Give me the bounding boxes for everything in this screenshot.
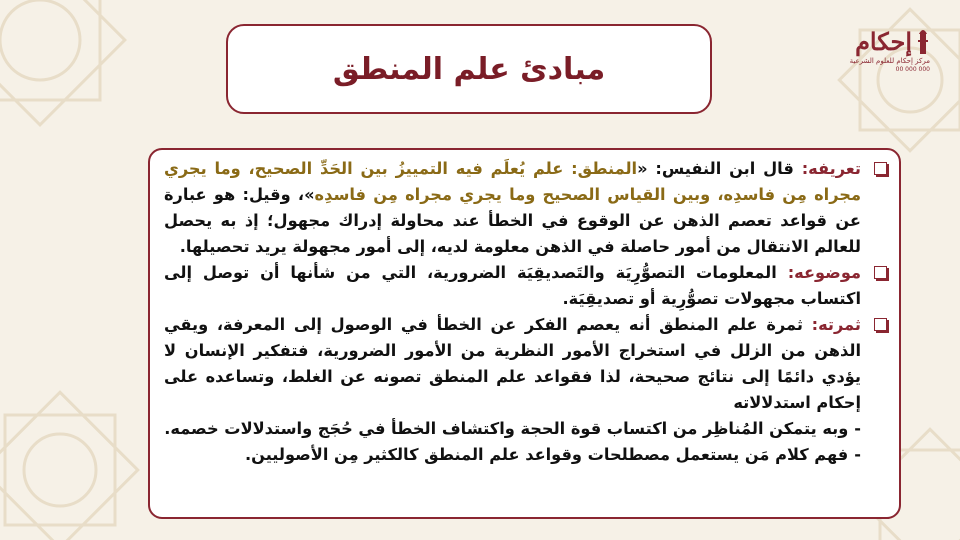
logo-phone: 00 000 000	[895, 66, 930, 73]
checkbox-bullet-icon	[874, 162, 887, 175]
section-text: »، وقيل: هو عبارة عن قواعد تعصم الذهن عن الوقوع في الخطأ عند محاولة إدراك مجهول؛ إذ به يحصل للعالم الانتقال من أمور حاصلة في الذهن معلومة لديه، إلى أمور مجهولة يريد تحصيلها.	[164, 185, 861, 256]
section-subject	[164, 260, 889, 312]
section-label: تعريفه:	[801, 159, 861, 178]
list-item	[164, 442, 889, 468]
section-definition	[164, 156, 889, 260]
section-intro: قال ابن النفيس: «	[637, 159, 802, 178]
section-benefit	[164, 312, 889, 416]
section-text: ثمرة علم المنطق أنه يعصم الفكر عن الخطأ في الوصول إلى المعرفة، ويقي الذهن من الزلل في استخراج الأمور النظرية من الأمور الضرورية، فتفكير الإنسان لا يؤدي دائمًا إلى نتائج صحيحة، لذا فقواعد علم المنطق تصونه عن الغلط، وتساعده على إحكام استدلالاته	[164, 315, 861, 412]
list-item	[164, 416, 889, 442]
mosque-icon	[916, 28, 930, 54]
logo-subtitle: مركز إحكام للعلوم الشرعية	[849, 57, 930, 65]
checkbox-bullet-icon	[874, 318, 887, 331]
page-title: مبادئ علم المنطق	[332, 51, 606, 87]
list-item-text: وبه يتمكن المُناظِر من اكتساب قوة الحجة واكتشاف الخطأ في حُجَج واستدلالات خصمه.	[164, 419, 849, 438]
content-box	[148, 148, 901, 519]
dash-bullet: -	[854, 445, 861, 464]
dash-bullet: -	[854, 419, 861, 438]
title-box	[226, 24, 712, 114]
section-text: المعلومات التصوُّرِيَة والتَصديقِيَة الضرورية، التي من شأنها أن توصل إلى اكتساب مجهولات تصوُّرِية أو تصديقِيَة.	[164, 263, 861, 308]
section-quote: المنطق: علم يُعلَم فيه التمييزُ بين الحَدِّ الصحيح، وما يجري مجراه مِن فاسدِه، وبين القياس الصحيح وما يجري مجراه مِن فاسدِه	[164, 159, 861, 204]
checkbox-bullet-icon	[874, 266, 887, 279]
logo-name: إحكام	[855, 27, 912, 56]
section-label: ثمرته:	[811, 315, 861, 334]
logo	[850, 28, 930, 100]
list-item-text: فهم كلام مَن يستعمل مصطلحات وقواعد علم المنطق كالكثير مِن الأصوليين.	[244, 445, 849, 464]
section-label: موضوعه:	[787, 263, 861, 282]
